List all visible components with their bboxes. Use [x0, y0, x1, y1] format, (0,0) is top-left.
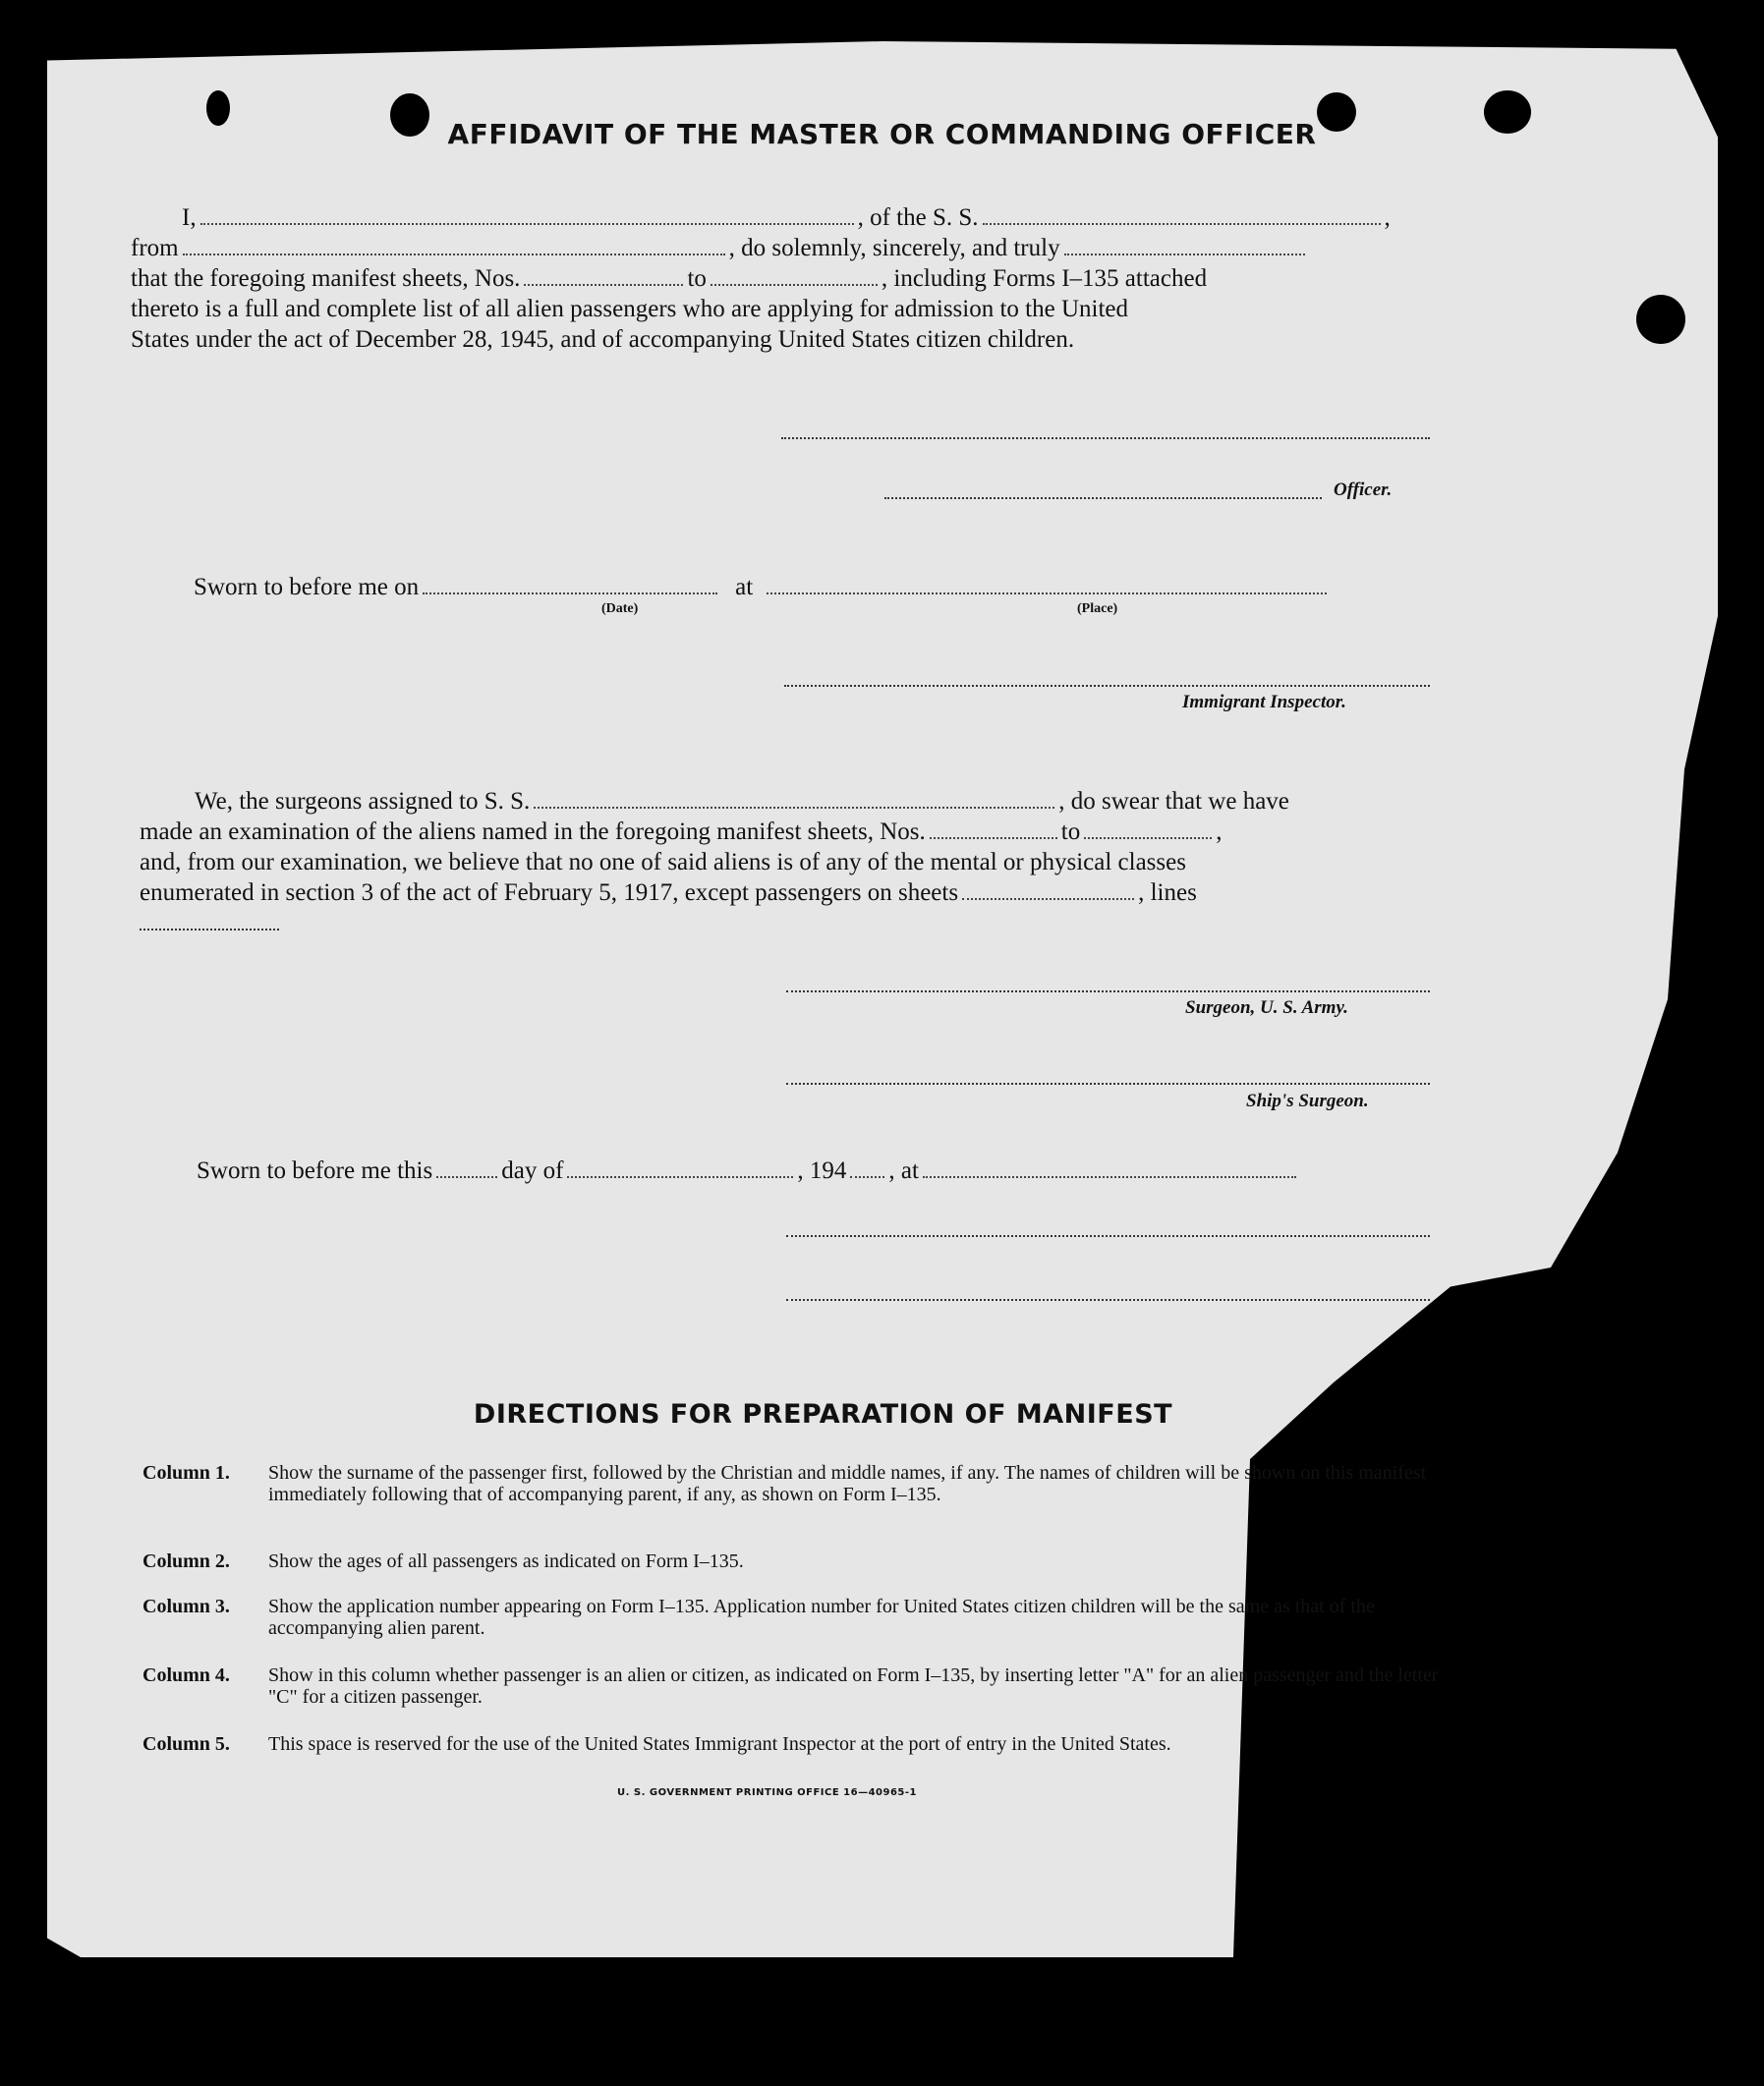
column-text: Show in this column whether passenger is an alien or citizen, as indicated on Form I–135, by inserting letter "A" for an alien passenger and the letter "C" for a citizen passenger.	[268, 1664, 1439, 1708]
date-caption: (Date)	[601, 601, 639, 616]
sworn-month-field[interactable]	[567, 1175, 793, 1178]
sworn-day-field[interactable]	[436, 1175, 497, 1178]
officer-caption: Officer.	[1334, 479, 1393, 500]
directions-title: DIRECTIONS FOR PREPARATION OF MANIFEST	[473, 1399, 1173, 1430]
surgeons-text: made an examination of the aliens named in the foregoing manifest sheets, Nos.	[140, 818, 926, 845]
inspector-caption: Immigrant Inspector.	[1182, 692, 1346, 712]
column-label: Column 4.	[142, 1664, 230, 1686]
sworn-text: Sworn to before me this	[197, 1157, 433, 1184]
affidavit-text: , including Forms I–135 attached	[881, 265, 1208, 292]
surgeons-line-1	[195, 786, 1289, 817]
direction-column-5	[142, 1733, 1450, 1755]
affidavit-line-4: thereto is a full and complete list of all alien passengers who are applying for admission to the United	[131, 296, 1129, 322]
from-port-field[interactable]	[183, 253, 725, 255]
column-label: Column 2.	[142, 1550, 230, 1572]
affidavit-title: AFFIDAVIT OF THE MASTER OR COMMANDING OFFICER	[447, 118, 1317, 150]
surgeons-text: , do swear that we have	[1058, 788, 1289, 815]
sworn-date-field[interactable]	[423, 592, 717, 594]
except-lines-field[interactable]	[140, 929, 279, 930]
printing-office-footer: U. S. GOVERNMENT PRINTING OFFICE 16—40965-1	[617, 1787, 917, 1798]
sheet-to-field[interactable]	[711, 283, 878, 286]
officer-title-line[interactable]	[884, 497, 1322, 499]
sworn-text: , at	[888, 1157, 919, 1184]
signature-line[interactable]	[786, 1299, 1430, 1301]
direction-column-2	[142, 1550, 1450, 1572]
sworn-location-field[interactable]	[923, 1175, 1296, 1178]
ship-surgeon-signature-line[interactable]	[786, 1083, 1430, 1085]
surgeons-line-2: made an examination of the aliens named in the foregoing manifest sheets, Nos. to ,	[140, 818, 1223, 845]
master-name-field[interactable]	[200, 222, 854, 225]
army-surgeon-signature-line[interactable]	[786, 990, 1430, 992]
direction-column-4	[142, 1664, 1450, 1708]
direction-column-3	[142, 1596, 1450, 1639]
ship-surgeon-caption: Ship's Surgeon.	[1246, 1091, 1369, 1111]
surgeons-text: to	[1060, 818, 1081, 845]
affidavit-text: to	[687, 265, 707, 292]
surgeons-sheet-to-field[interactable]	[1084, 836, 1212, 839]
surgeons-line-3: and, from our examination, we believe that no one of said aliens is of any of the mental or physical classes	[140, 849, 1186, 875]
army-surgeon-caption: Surgeon, U. S. Army.	[1185, 997, 1348, 1018]
sworn-text: day of	[501, 1157, 564, 1184]
sworn-text: at	[735, 574, 754, 600]
surgeons-sheet-from-field[interactable]	[930, 836, 1057, 839]
direction-column-1	[142, 1462, 1450, 1505]
sworn-line-2	[197, 1156, 1300, 1186]
sworn-year-field[interactable]	[850, 1175, 884, 1178]
affidavit-line-3	[131, 263, 1207, 294]
signature-line[interactable]	[786, 1235, 1430, 1237]
affidavit-text: that the foregoing manifest sheets, Nos.	[131, 265, 521, 292]
sheet-from-field[interactable]	[524, 283, 683, 286]
affidavit-text: I,	[182, 204, 197, 231]
column-text: Show the surname of the passenger first, followed by the Christian and middle names, if any. The names of children will be shown on this manifest immediately following that of accompanying parent, if any, as shown on Form I–135.	[268, 1462, 1427, 1505]
column-text: Show the application number appearing on Form I–135. Application number for United States citizen children will be the same as that of the accompanying alien parent.	[268, 1596, 1375, 1639]
surgeons-text: We, the surgeons assigned to S. S.	[195, 788, 531, 815]
sworn-text: , 194	[797, 1157, 847, 1184]
surgeons-text: , lines	[1138, 879, 1197, 906]
master-signature-line[interactable]	[781, 437, 1430, 439]
column-text: This space is reserved for the use of the United States Immigrant Inspector at the port of entry in the United States.	[268, 1733, 1171, 1755]
oath-word-field[interactable]	[1064, 253, 1305, 255]
column-label: Column 1.	[142, 1462, 230, 1484]
affidavit-line-5: States under the act of December 28, 1945, and of accompanying United States citizen children.	[131, 326, 1075, 353]
surgeons-text: enumerated in section 3 of the act of February 5, 1917, except passengers on sheets	[140, 879, 959, 906]
column-text: Show the ages of all passengers as indicated on Form I–135.	[268, 1550, 744, 1572]
punch-hole	[1636, 295, 1685, 344]
sworn-line-1	[194, 572, 1331, 602]
ship-name-field[interactable]	[983, 222, 1381, 225]
affidavit-text: , of the S. S.	[857, 204, 979, 231]
affidavit-line-2	[131, 233, 1309, 263]
surgeons-line-4	[140, 877, 1197, 908]
affidavit-line-1: I, , of the S. S. ,	[182, 204, 1391, 231]
column-label: Column 5.	[142, 1733, 230, 1755]
inspector-signature-line[interactable]	[784, 685, 1430, 687]
except-sheets-field[interactable]	[962, 897, 1134, 900]
place-caption: (Place)	[1077, 601, 1118, 616]
affidavit-text: from	[131, 235, 179, 261]
sworn-place-field[interactable]	[767, 592, 1327, 594]
affidavit-text: , do solemnly, sincerely, and truly	[728, 235, 1060, 261]
column-label: Column 3.	[142, 1596, 230, 1617]
surgeons-ship-field[interactable]	[534, 806, 1054, 809]
sworn-text: Sworn to before me on	[194, 574, 420, 600]
